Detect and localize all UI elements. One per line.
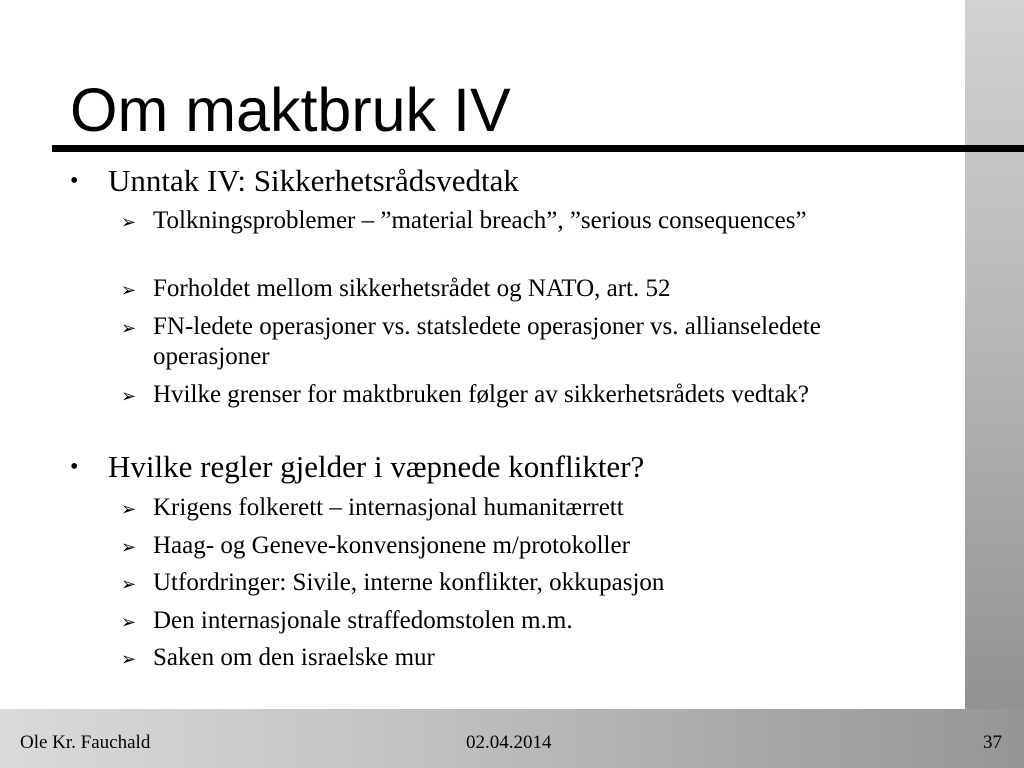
title-divider: [52, 145, 1024, 152]
arrow-bullet-icon: ➢: [121, 212, 137, 233]
sub-bullet-item: [121, 380, 913, 410]
arrow-bullet-icon: ➢: [121, 280, 137, 301]
sub-bullet-item: [121, 274, 913, 304]
bullet-dot-icon: •: [70, 168, 79, 194]
bullet-heading-1: [70, 163, 519, 199]
sub-bullet-text: Tolkningsproblemer – ”material breach”, ”serious consequences”: [153, 207, 807, 234]
sub-bullet-text: Hvilke grenser for maktbruken følger av sikkerhetsrådets vedtak?: [153, 381, 810, 408]
sub-bullet-text: Krigens folkerett – internasjonal humanitærrett: [153, 494, 624, 521]
sub-bullet-item: [121, 206, 913, 236]
sub-bullet-text: FN-ledete operasjoner vs. statsledete operasjoner vs. allianseledete operasjoner: [153, 313, 821, 370]
bullet-heading-text: Unntak IV: Sikkerhetsrådsvedtak: [108, 163, 519, 198]
sub-bullet-item: [121, 531, 913, 561]
sub-bullet-text: Haag- og Geneve-konvensjonene m/protokoller: [153, 532, 630, 559]
bullet-heading-2: [70, 449, 645, 485]
arrow-bullet-icon: ➢: [121, 537, 137, 558]
slide-title: Om maktbruk IV: [70, 76, 511, 144]
bullet-dot-icon: •: [70, 454, 79, 480]
sub-bullet-text: Utfordringer: Sivile, interne konflikter, okkupasjon: [153, 569, 665, 596]
bullet-heading-text: Hvilke regler gjelder i væpnede konflikter?: [108, 449, 645, 484]
sub-bullet-item: [121, 643, 913, 673]
arrow-bullet-icon: ➢: [121, 649, 137, 670]
sub-bullet-item: [121, 568, 913, 598]
footer-date: 02.04.2014: [466, 732, 552, 753]
arrow-bullet-icon: ➢: [121, 574, 137, 595]
arrow-bullet-icon: ➢: [121, 612, 137, 633]
arrow-bullet-icon: ➢: [121, 318, 137, 339]
arrow-bullet-icon: ➢: [121, 499, 137, 520]
footer-page-number: 37: [983, 732, 1002, 753]
arrow-bullet-icon: ➢: [121, 386, 137, 407]
sub-bullet-item: [121, 606, 913, 636]
sub-bullet-item: [121, 493, 913, 523]
right-decorative-panel: [965, 0, 1024, 768]
sub-bullet-text: Den internasjonale straffedomstolen m.m.: [153, 607, 573, 634]
footer-author: Ole Kr. Fauchald: [20, 732, 151, 753]
sub-bullet-text: Saken om den israelske mur: [153, 644, 435, 671]
sub-bullet-text: Forholdet mellom sikkerhetsrådet og NATO, art. 52: [153, 275, 671, 302]
sub-bullet-item: [121, 312, 913, 372]
